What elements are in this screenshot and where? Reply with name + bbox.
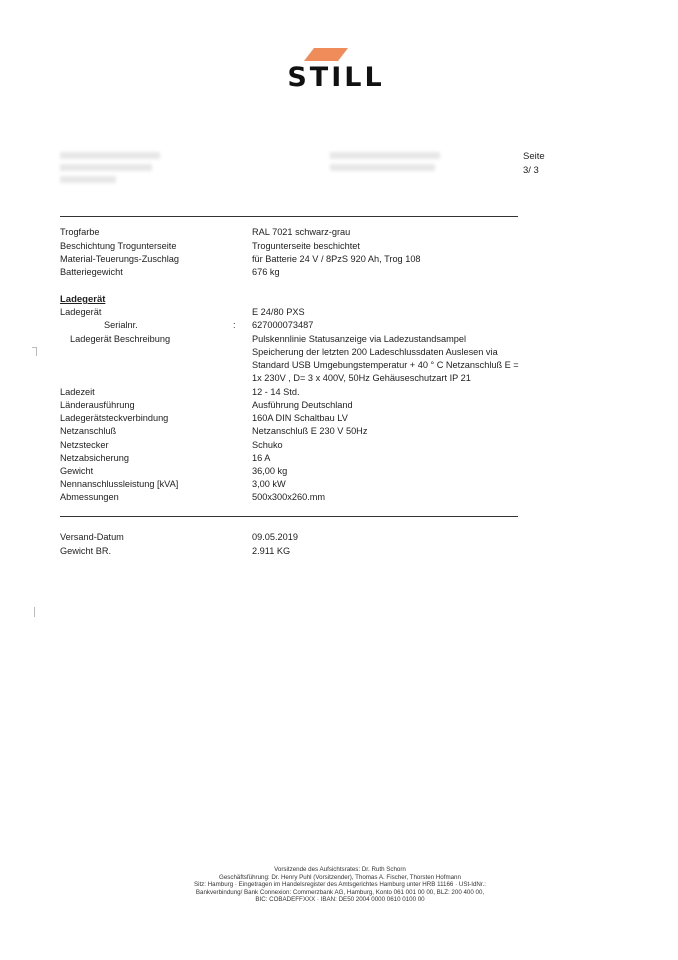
row-beschichtung — [0, 240, 678, 253]
row-serial — [0, 319, 678, 332]
footer-line: Sitz: Hamburg · Eingetragen im Handelsregister des Amtsgerichtes Hamburg unter HRB 11166 · USt-IdNr.: — [193, 881, 487, 889]
row-label: Gewicht — [60, 466, 94, 476]
company-footer — [150, 866, 530, 904]
divider-middle — [60, 516, 518, 517]
row-value: 09.05.2019 — [252, 532, 298, 542]
row-value: Netzanschluß E 230 V 50Hz — [252, 426, 368, 436]
row-value: 16 A — [252, 453, 271, 463]
row-label: Ladegerätsteckverbindung — [60, 413, 169, 423]
footer-line: Bankverbindung/ Bank Connexion: Commerzbank AG, Hamburg, Konto 061 001 00 00, BLZ: 200 400 00, — [195, 888, 485, 896]
row-label: Gewicht BR. — [60, 546, 112, 556]
row-value: 627000073487 — [252, 320, 314, 330]
row-netzanschluss — [0, 425, 678, 438]
row-value: 676 kg — [252, 267, 280, 277]
row-label: Nennanschlussleistung [kVA] — [60, 479, 179, 489]
row-value: 36,00 kg — [252, 466, 288, 476]
row-ladezeit — [0, 386, 678, 399]
footer-line: BIC: COBADEFFXXX · IBAN: DE50 2004 0000 0610 0100 00 — [255, 896, 425, 904]
row-label: Trogfarbe — [60, 227, 100, 237]
still-logo — [262, 46, 410, 92]
logo-orange-bar — [304, 48, 348, 61]
row-netzstecker — [0, 439, 678, 452]
row-label: Ladegerät Beschreibung — [70, 334, 171, 344]
row-label: Länderausführung — [60, 400, 135, 410]
row-value: 3,00 kW — [252, 479, 286, 489]
row-label: Batteriegewicht — [60, 267, 123, 277]
footer-line: Vorsitzende des Aufsichtsrates: Dr. Ruth Schorn — [274, 866, 406, 873]
row-label: Versand-Datum — [60, 532, 124, 542]
row-laenderausfuehrung — [0, 399, 678, 412]
row-batteriegewicht — [0, 266, 678, 279]
row-gewicht — [0, 465, 678, 478]
row-label: Beschichtung Trogunterseite — [60, 241, 177, 251]
row-trogfarbe — [0, 226, 678, 239]
scan-mark — [36, 348, 37, 356]
row-versand-datum — [0, 531, 678, 544]
description-line: 1x 230V , D= 3 x 400V, 50Hz Gehäuseschutzart IP 21 — [252, 373, 471, 383]
row-value: Trogunterseite beschichtet — [252, 241, 360, 251]
row-gewicht-brutto — [0, 545, 678, 558]
row-colon: : — [233, 320, 236, 330]
charger-description — [252, 333, 527, 385]
row-value: 500x300x260.mm — [252, 492, 326, 502]
description-line: Standard USB Umgebungstemperatur + 40 ° C Netzanschluß E = — [252, 360, 519, 370]
row-value: E 24/80 PXS — [252, 307, 305, 317]
row-label: Abmessungen — [60, 492, 119, 502]
row-value: RAL 7021 schwarz-grau — [252, 227, 351, 237]
page-label: Seite — [523, 151, 545, 162]
row-value: für Batterie 24 V / 8PzS 920 Ah, Trog 108 — [252, 254, 421, 264]
scan-mark — [34, 607, 35, 617]
row-value: Ausführung Deutschland — [252, 400, 353, 410]
row-label: Ladezeit — [60, 387, 95, 397]
row-value: 160A DIN Schaltbau LV — [252, 413, 348, 423]
divider-top — [60, 216, 518, 217]
row-abmessungen — [0, 491, 678, 504]
row-label: Ladegerät — [60, 307, 102, 317]
page-number: 3/ 3 — [523, 165, 539, 176]
row-material-zuschlag — [0, 253, 678, 266]
row-label: Netzstecker — [60, 440, 109, 450]
logo-text: STILL — [287, 62, 385, 92]
footer-line: Geschäftsführung: Dr. Henry Puhl (Vorsitzender), Thomas A. Fischer, Thorsten Hofmann — [219, 873, 461, 881]
row-ladegeraet-model — [0, 306, 678, 319]
section-title-ladegeraet: Ladegerät — [60, 294, 106, 305]
row-value: 2.911 KG — [252, 546, 291, 556]
description-line: Pulskennlinie Statusanzeige via Ladezustandsampel — [252, 334, 467, 344]
row-label: Netzanschluß — [60, 426, 117, 436]
row-steckverbindung — [0, 412, 678, 425]
row-value: 12 - 14 Std. — [252, 387, 300, 397]
row-nennanschlussleistung — [0, 478, 678, 491]
row-value: Schuko — [252, 440, 283, 450]
blurred-address-right — [330, 152, 445, 171]
row-label: Material-Teuerungs-Zuschlag — [60, 254, 179, 264]
row-netzabsicherung — [0, 452, 678, 465]
blurred-address-left — [60, 152, 170, 183]
description-line: Speicherung der letzten 200 Ladeschlussdaten Auslesen via — [252, 347, 498, 357]
row-label: Serialnr. — [104, 320, 138, 330]
row-label: Netzabsicherung — [60, 453, 129, 463]
